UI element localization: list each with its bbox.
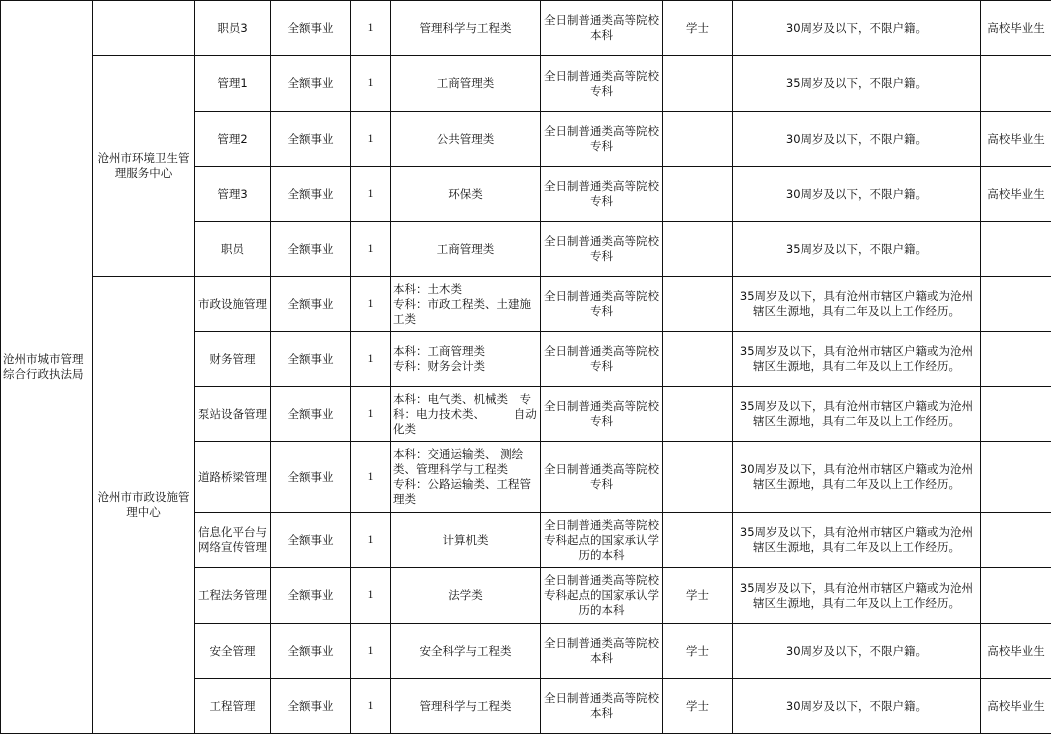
degree-cell (663, 513, 733, 568)
requirements-cell: 35周岁及以下，具有沧州市辖区户籍或为沧州辖区生源地，具有二年及以上工作经历。 (733, 568, 981, 624)
note-cell (981, 513, 1051, 568)
unit-cell: 沧州市市政设施管理中心 (93, 277, 195, 734)
requirements-cell: 35周岁及以下，不限户籍。 (733, 56, 981, 112)
funding-type-cell: 全额事业 (271, 277, 351, 332)
degree-cell (663, 442, 733, 513)
note-cell: 高校毕业生 (981, 112, 1051, 167)
requirements-cell: 35周岁及以下，具有沧州市辖区户籍或为沧州辖区生源地，具有二年及以上工作经历。 (733, 387, 981, 442)
funding-type-cell: 全额事业 (271, 568, 351, 624)
degree-cell (663, 332, 733, 387)
note-cell (981, 387, 1051, 442)
education-cell: 全日制普通类高等院校专科起点的国家承认学历的本科 (541, 568, 663, 624)
note-cell (981, 222, 1051, 277)
requirements-cell: 35周岁及以下，不限户籍。 (733, 222, 981, 277)
headcount-cell: 1 (351, 222, 391, 277)
degree-cell (663, 222, 733, 277)
requirements-cell: 30周岁及以下，不限户籍。 (733, 112, 981, 167)
major-cell: 本科：工商管理类 专科：财务会计类 (391, 332, 541, 387)
headcount-cell: 1 (351, 513, 391, 568)
table-row (1, 1, 1051, 56)
degree-cell (663, 56, 733, 112)
note-cell (981, 332, 1051, 387)
degree-cell: 学士 (663, 568, 733, 624)
requirements-cell: 30周岁及以下，具有沧州市辖区户籍或为沧州辖区生源地，具有二年及以上工作经历。 (733, 442, 981, 513)
funding-type-cell: 全额事业 (271, 112, 351, 167)
headcount-cell: 1 (351, 624, 391, 679)
note-cell (981, 442, 1051, 513)
post-cell: 安全管理 (195, 624, 271, 679)
post-cell: 道路桥梁管理 (195, 442, 271, 513)
funding-type-cell: 全额事业 (271, 56, 351, 112)
funding-type-cell: 全额事业 (271, 442, 351, 513)
department-cell: 沧州市城市管理综合行政执法局 (1, 1, 93, 734)
education-cell: 全日制普通类高等院校专科 (541, 442, 663, 513)
funding-type-cell: 全额事业 (271, 679, 351, 734)
table-row (1, 277, 1051, 332)
headcount-cell: 1 (351, 167, 391, 222)
funding-type-cell: 全额事业 (271, 1, 351, 56)
requirements-cell: 35周岁及以下，具有沧州市辖区户籍或为沧州辖区生源地，具有二年及以上工作经历。 (733, 277, 981, 332)
requirements-cell: 35周岁及以下，具有沧州市辖区户籍或为沧州辖区生源地，具有二年及以上工作经历。 (733, 332, 981, 387)
major-cell: 环保类 (391, 167, 541, 222)
requirements-cell: 30周岁及以下，不限户籍。 (733, 624, 981, 679)
post-cell: 市政设施管理 (195, 277, 271, 332)
education-cell: 全日制普通类高等院校专科起点的国家承认学历的本科 (541, 513, 663, 568)
table-row (1, 56, 1051, 112)
major-cell: 本科：土木类 专科：市政工程类、土建施工类 (391, 277, 541, 332)
headcount-cell: 1 (351, 112, 391, 167)
note-cell (981, 277, 1051, 332)
major-cell: 本科：交通运输类、 测绘类、管理科学与工程类 专科：公路运输类、工程管理类 (391, 442, 541, 513)
education-cell: 全日制普通类高等院校本科 (541, 679, 663, 734)
education-cell: 全日制普通类高等院校专科 (541, 387, 663, 442)
degree-cell (663, 112, 733, 167)
post-cell: 职员3 (195, 1, 271, 56)
headcount-cell: 1 (351, 1, 391, 56)
headcount-cell: 1 (351, 387, 391, 442)
post-cell: 工程法务管理 (195, 568, 271, 624)
education-cell: 全日制普通类高等院校专科 (541, 112, 663, 167)
degree-cell (663, 277, 733, 332)
education-cell: 全日制普通类高等院校专科 (541, 56, 663, 112)
post-cell: 工程管理 (195, 679, 271, 734)
major-cell: 本科：电气类、机械类 专科：电力技术类、 自动化类 (391, 387, 541, 442)
requirements-cell: 30周岁及以下，不限户籍。 (733, 679, 981, 734)
unit-cell (93, 1, 195, 56)
major-cell: 工商管理类 (391, 56, 541, 112)
funding-type-cell: 全额事业 (271, 387, 351, 442)
degree-cell: 学士 (663, 1, 733, 56)
note-cell (981, 568, 1051, 624)
major-cell: 管理科学与工程类 (391, 679, 541, 734)
headcount-cell: 1 (351, 56, 391, 112)
major-cell: 工商管理类 (391, 222, 541, 277)
post-cell: 职员 (195, 222, 271, 277)
funding-type-cell: 全额事业 (271, 513, 351, 568)
post-cell: 泵站设备管理 (195, 387, 271, 442)
education-cell: 全日制普通类高等院校本科 (541, 1, 663, 56)
headcount-cell: 1 (351, 277, 391, 332)
note-cell: 高校毕业生 (981, 1, 1051, 56)
major-cell: 计算机类 (391, 513, 541, 568)
funding-type-cell: 全额事业 (271, 167, 351, 222)
requirements-cell: 30周岁及以下，不限户籍。 (733, 1, 981, 56)
major-cell: 公共管理类 (391, 112, 541, 167)
requirements-cell: 30周岁及以下，不限户籍。 (733, 167, 981, 222)
post-cell: 管理1 (195, 56, 271, 112)
funding-type-cell: 全额事业 (271, 222, 351, 277)
education-cell: 全日制普通类高等院校专科 (541, 222, 663, 277)
degree-cell (663, 167, 733, 222)
degree-cell (663, 387, 733, 442)
degree-cell: 学士 (663, 679, 733, 734)
post-cell: 财务管理 (195, 332, 271, 387)
note-cell: 高校毕业生 (981, 624, 1051, 679)
note-cell: 高校毕业生 (981, 679, 1051, 734)
headcount-cell: 1 (351, 332, 391, 387)
major-cell: 法学类 (391, 568, 541, 624)
funding-type-cell: 全额事业 (271, 624, 351, 679)
education-cell: 全日制普通类高等院校专科 (541, 277, 663, 332)
headcount-cell: 1 (351, 568, 391, 624)
post-cell: 管理2 (195, 112, 271, 167)
education-cell: 全日制普通类高等院校专科 (541, 167, 663, 222)
note-cell: 高校毕业生 (981, 167, 1051, 222)
note-cell (981, 56, 1051, 112)
post-cell: 信息化平台与网络宣传管理 (195, 513, 271, 568)
unit-cell: 沧州市环境卫生管理服务中心 (93, 56, 195, 277)
requirements-cell: 35周岁及以下，具有沧州市辖区户籍或为沧州辖区生源地，具有二年及以上工作经历。 (733, 513, 981, 568)
post-cell: 管理3 (195, 167, 271, 222)
headcount-cell: 1 (351, 679, 391, 734)
headcount-cell: 1 (351, 442, 391, 513)
major-cell: 安全科学与工程类 (391, 624, 541, 679)
major-cell: 管理科学与工程类 (391, 1, 541, 56)
education-cell: 全日制普通类高等院校专科 (541, 332, 663, 387)
degree-cell: 学士 (663, 624, 733, 679)
funding-type-cell: 全额事业 (271, 332, 351, 387)
education-cell: 全日制普通类高等院校本科 (541, 624, 663, 679)
